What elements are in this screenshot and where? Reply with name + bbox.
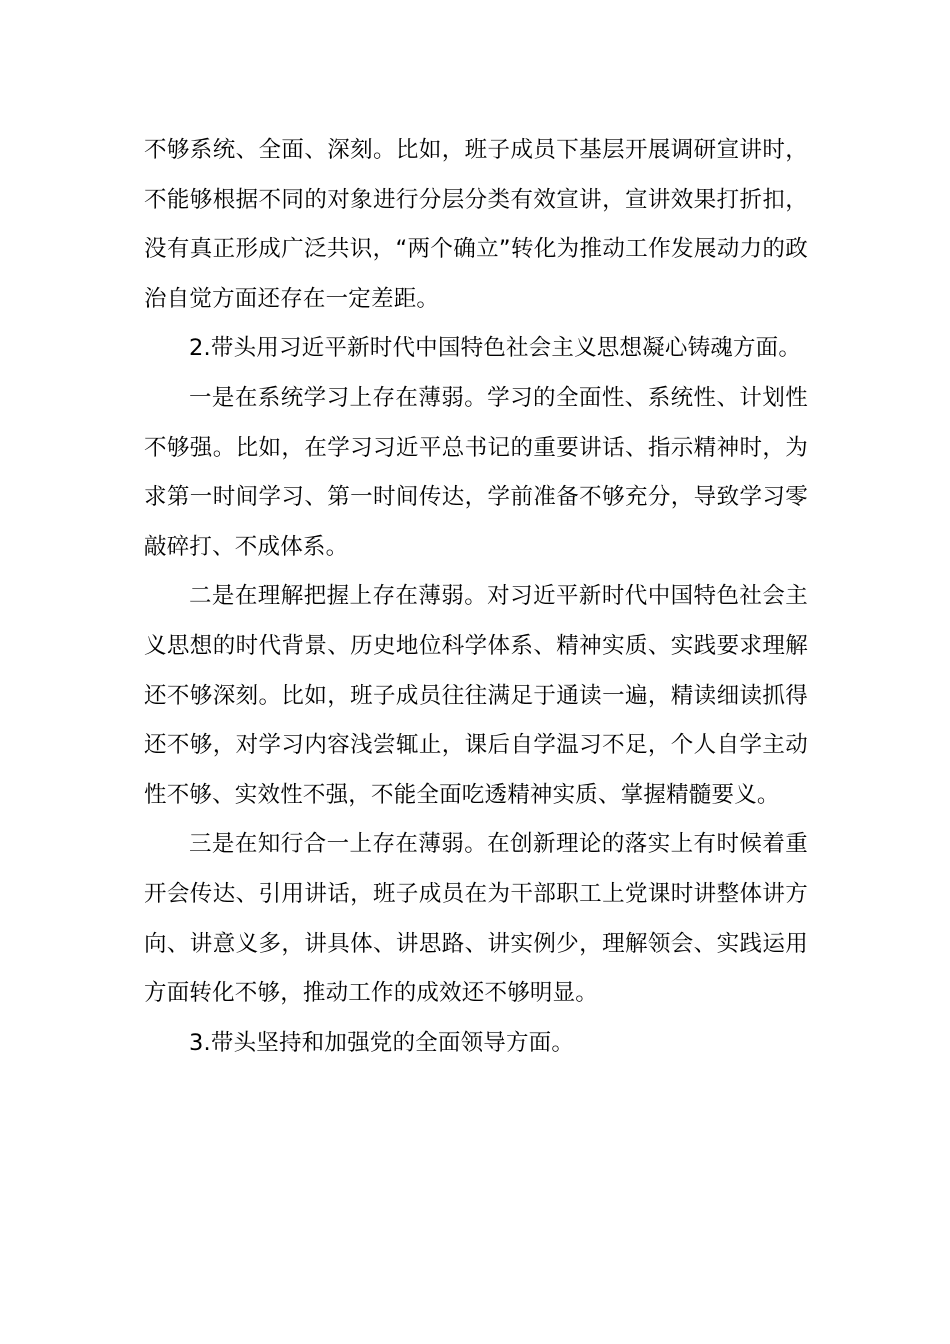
paragraph-point-two: 二是在理解把握上存在薄弱。对习近平新时代中国特色社会主义思想的时代背景、历史地位科学体系、精神实质、实践要求理解还不够深刻。比如，班子成员往往满足于通读一遍，精读细读抓得还不够，对学习内容浅尝辄止，课后自学温习不足，个人自学主动性不够、实效性不强，不能全面吃透精神实质、掌握精髓要义。 (144, 583, 808, 808)
section-heading-2: 2.带头用习近平新时代中国特色社会主义思想凝心铸魂方面。 (189, 335, 802, 362)
paragraph-point-three: 三是在知行合一上存在薄弱。在创新理论的落实上有时候着重开会传达、引用讲话，班子成员在为干部职工上党课时讲整体讲方向、讲意义多，讲具体、讲思路、讲实例少，理解领会、实践运用方面转化不够，推动工作的成效还不够明显。 (144, 831, 808, 1007)
paragraph-continuation: 不够系统、全面、深刻。比如，班子成员下基层开展调研宣讲时，不能够根据不同的对象进行分层分类有效宣讲，宣讲效果打折扣，没有真正形成广泛共识，“两个确立”转化为推动工作发展动力的政治自觉方面还存在一定差距。 (144, 137, 808, 312)
section-heading-3: 3.带头坚持和加强党的全面领导方面。 (189, 1029, 575, 1056)
paragraph-point-one: 一是在系统学习上存在薄弱。学习的全面性、系统性、计划性不够强。比如，在学习习近平总书记的重要讲话、指示精神时，为求第一时间学习、第一时间传达，学前准备不够充分，导致学习零敲碎打、不成体系。 (144, 384, 808, 560)
document-body (144, 126, 808, 1068)
